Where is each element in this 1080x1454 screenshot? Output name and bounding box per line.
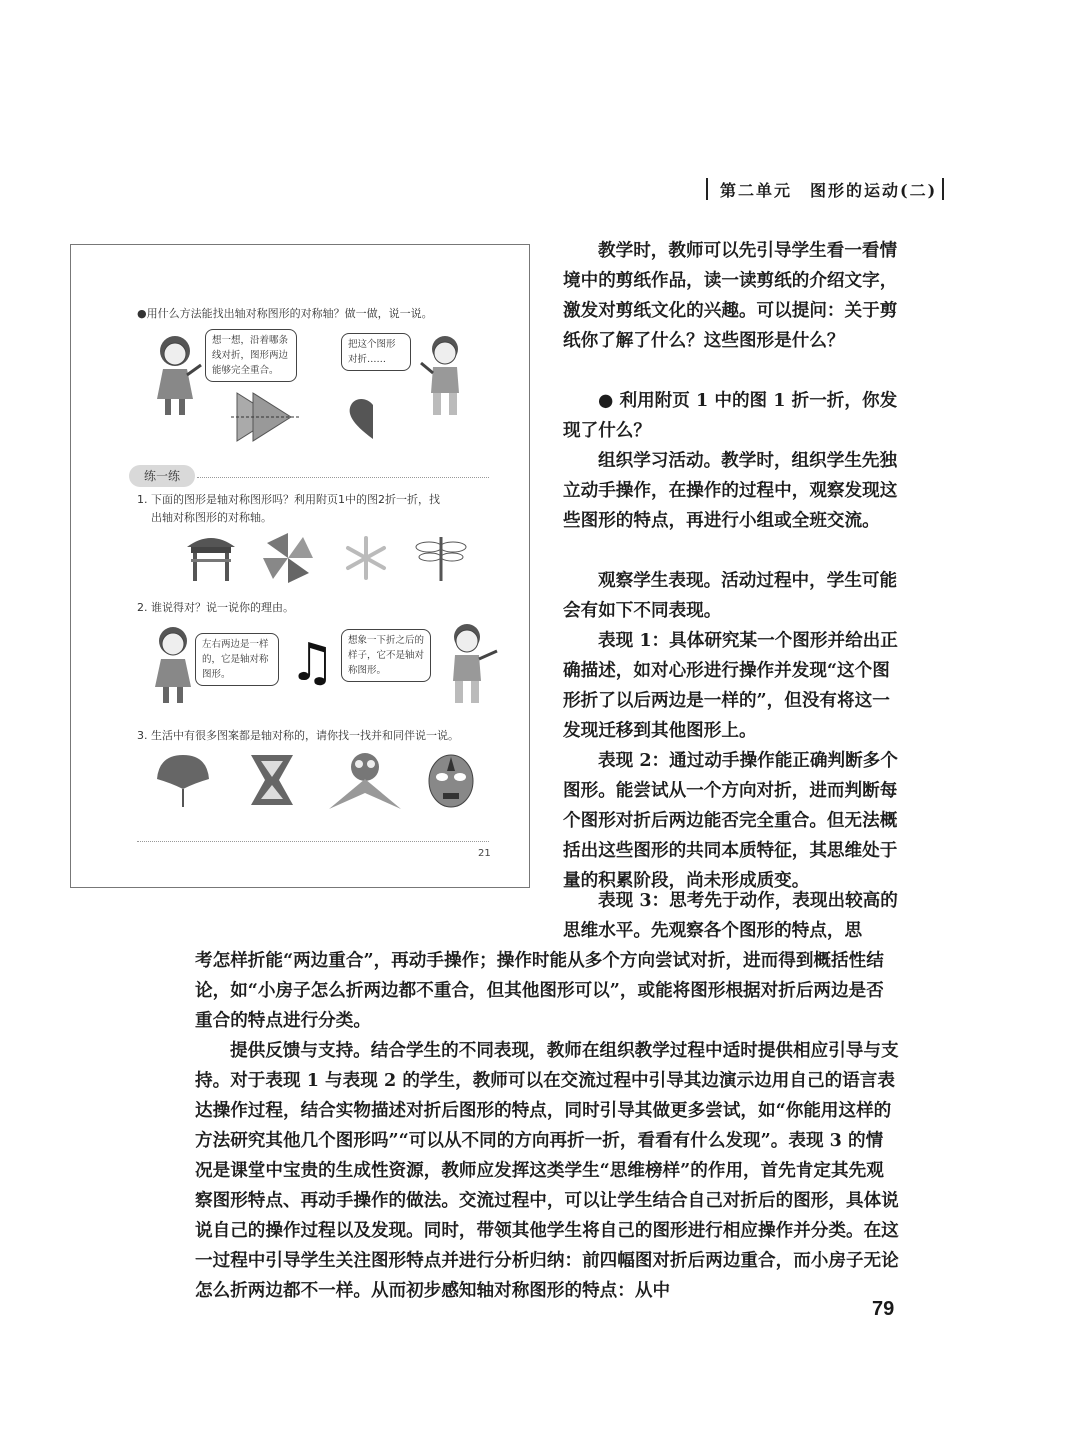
snowflake-figure [343,535,389,581]
header-left-bar [706,178,708,200]
textbook-page-image [70,244,530,888]
textbook-page-number: 21 [478,848,491,859]
question-1-line2: 出轴对称图形的对称轴。 [151,511,272,524]
girl-speech-bubble-2: 左右两边是一样的，它是轴对称图形。 [195,633,279,686]
girl-speech-bubble: 想一想，沿着哪条线对折，图形两边能够完全重合。 [205,329,297,382]
paragraph-feedback [195,1036,900,1306]
chapter-header [706,172,946,204]
lead-feedback: 提供反馈与支持。 [230,1040,371,1061]
boy-speech-bubble-2: 想象一下折之后的样子，它不是轴对称图形。 [341,629,431,682]
lead-organize: 组织学习活动。 [598,450,722,471]
page-number: 79 [872,1298,895,1320]
boy-speech-bubble: 把这个图形对折…… [341,333,411,371]
question-1-line1: 1. 下面的图形是轴对称图形吗？利用附页1中的图2折一折，找 [137,493,440,506]
lead-observe: 观察学生表现。 [598,570,722,591]
page-bottom-line [137,841,489,842]
chapter-title: 第二单元 图形的运动(二) [720,181,938,200]
paragraph-performance-3-cont: 考怎样折能“两边重合”，再动手操作；操作时能从多个方向尝试对折，进而得到概括性结论，如“小房子怎么折两边都不重合，但其他图形可以”，或能将图形根据对折后两边是否重合的特点进行分类。 [195,950,884,1031]
ginkgo-leaf-figure [155,753,211,809]
boy-illustration-2 [439,617,501,707]
question-find-axis: ●用什么方法能找出轴对称图形的对称轴？做一做，说一说。 [137,307,433,320]
question-2: 2. 谁说得对？说一说你的理由。 [137,601,294,614]
question-3: 3. 生活中有很多图案都是轴对称的，请你找一找并和同伴说一说。 [137,729,459,742]
boy-illustration [417,329,473,421]
arrow-shape-figure [231,389,301,443]
paragraph-performance-3: 表现 3：思考先于动作，表现出较高的思维水平。先观察各个图形的特点，思 [563,890,898,941]
text-organize: 教学时，组织学生先独立动手操作，在操作的过程中，观察发现这些图形的特点，再进行小组或全班交流。 [563,450,898,531]
pavilion-figure [183,529,239,583]
header-right-bar [942,178,944,200]
kite-figure [325,749,405,811]
paragraph-question: ● 利用附页 1 中的图 1 折一折，你发现了什么？ [563,390,898,441]
hourglass-figure [249,753,295,807]
section-divider [197,477,489,478]
practice-section-tag: 练一练 [129,465,195,487]
pinwheel-figure [261,531,315,585]
half-heart-figure [347,395,377,441]
paragraph-observe [563,566,900,626]
paragraph-performance-2: 表现 2：通过动手操作能正确判断多个图形。能尝试从一个方向对折，进而判断每个图形对折后两边能否完全重合。但无法概括出这些图形的共同本质特征，其思维处于量的积累阶段，尚未形成质变。 [563,750,898,891]
paragraph-organize [563,446,900,536]
opera-mask-figure [421,749,481,811]
paragraph-intro: 教学时，教师可以先引导学生看一看情境中的剪纸作品，读一读剪纸的介绍文字，激发对剪纸文化的兴趣。可以提问：关于剪纸你了解了什么？这些图形是什么？ [563,240,898,351]
paragraph-performance-1: 表现 1：具体研究某一个图形并给出正确描述，如对心形进行操作并发现“这个图形折了以后两边是一样的”，但没有将这一发现迁移到其他图形上。 [563,630,898,741]
text-observe: 活动过程中，学生可能会有如下不同表现。 [563,570,898,621]
text-feedback: 结合学生的不同表现，教师在组织教学过程中适时提供相应引导与支持。对于表现 1 与表现 2 的学生，教师可以在交流过程中引导其边演示边用自己的语言表达操作过程，结合实物描述对折后图形的特点，同时引导其做更多尝试，如“你能用这样的方法研究其他几个图形吗”“可以从不同的方向再折一折，看看有什么发现”。表现 3 的情况是课堂中宝贵的生成性资源，教师应发挥这类学生“思维榜样”的作用，首先肯定其先观察图形特点、再动手操作的做法。交流过程中，可以让学生结合自己对折后的图形，具体说说自己的操作过程以及发现。同时，带领其他学生将自己的图形进行相应操作并分类。在这一过程中引导学生关注图形特点并进行分析归纳：前四幅图对折后两边重合，而小房子无论怎么折两边都不一样。从而初步感知轴对称图形的特点：从中 [195,1040,899,1301]
dragonfly-figure [413,533,469,583]
girl-illustration [147,329,203,421]
music-note-figure: ♫ [289,633,336,693]
girl-illustration-2 [145,621,201,709]
